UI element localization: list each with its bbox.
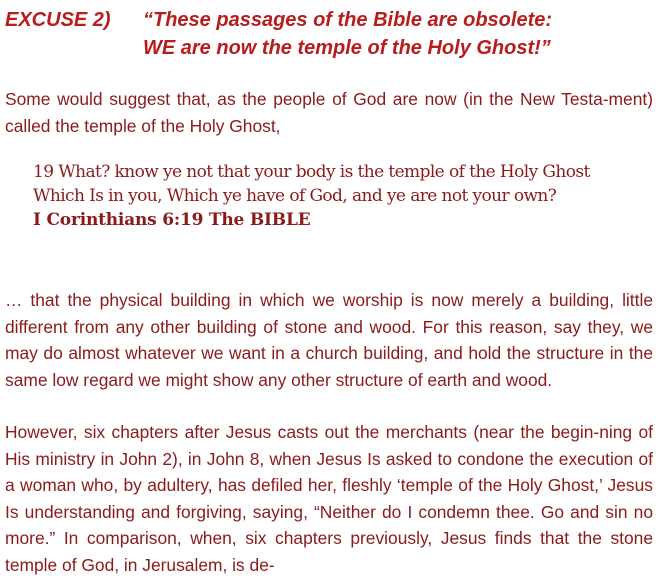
- scripture-line-1: 19 What? know ye not that your body is the temple of the Holy Ghost: [33, 162, 590, 182]
- excuse-quote-line-2: WE are now the temple of the Holy Ghost!”: [143, 37, 551, 59]
- excuse-label: EXCUSE 2): [5, 9, 111, 31]
- scripture-line-2: Which Is in you, Which ye have of God, and ye are not your own?: [33, 186, 557, 206]
- intro-paragraph: Some would suggest that, as the people of God are now (in the New Testa-ment) called the temple of the Holy Ghost,: [5, 89, 653, 136]
- body-paragraph-2: However, six chapters after Jesus casts out the merchants (near the begin-ning of His ministry in John 2), in John 8, when Jesus Is asked to condone the execution of a woman who, by adultery, has defiled her, fleshly ‘temple of the Holy Ghost,’ Jesus Is understanding and forgiving, saying, “Neither do I condemn thee. Go and sin no more.” In comparison, when, six chapters previously, Jesus finds that the stone temple of God, in Jerusalem, is de-: [5, 422, 653, 575]
- scripture-quote: [33, 160, 590, 232]
- body-paragraph-1: … that the physical building in which we worship is now merely a building, little different from any other building of stone and wood. For this reason, say they, we may do almost whatever we want in a church building, and hold the structure in the same low regard we might show any other structure of earth and wood.: [5, 290, 653, 390]
- scripture-citation: I Corinthians 6:19 The BIBLE: [33, 210, 311, 230]
- excuse-quote-line-1: “These passages of the Bible are obsolete:: [143, 9, 553, 31]
